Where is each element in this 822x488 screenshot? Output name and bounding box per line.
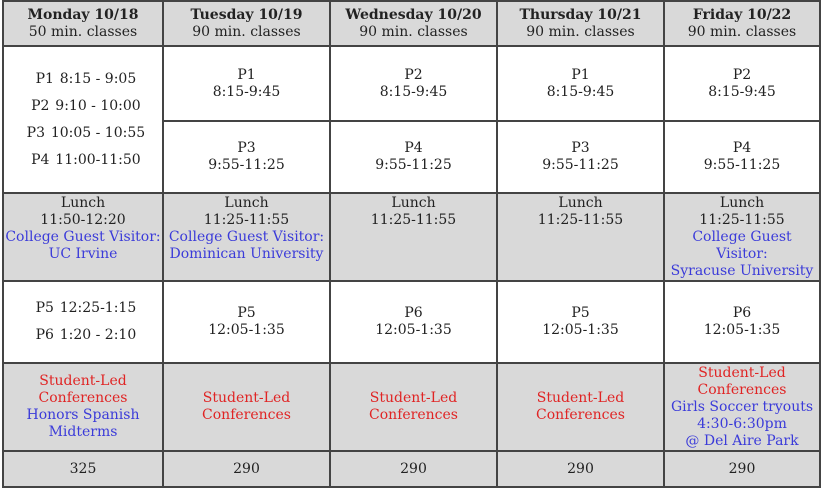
period-name: P1 [237, 66, 256, 83]
period-name: P5 [35, 300, 54, 316]
day-header-tuesday [163, 1, 330, 46]
day-header-wednesday [330, 1, 497, 46]
afternoon-tuesday [163, 281, 330, 363]
afternoon-wednesday [330, 281, 497, 363]
period-time: 12:25-1:15 [59, 300, 137, 316]
lunch-monday [3, 193, 163, 281]
lunch-label: Lunch [719, 195, 765, 211]
lunch-label: Lunch [60, 195, 106, 211]
period-row [4, 125, 162, 142]
guest-visitor-name: UC Irvine [48, 246, 118, 262]
period-time: 10:05 - 10:55 [50, 124, 146, 141]
guest-visitor: College Guest Visitor: [692, 229, 792, 262]
monday-morning-periods [3, 46, 163, 193]
period-time: 1:20 - 2:10 [59, 327, 137, 343]
period-time: 8:15-9:45 [212, 83, 281, 100]
period-name: P6 [732, 305, 752, 321]
period-time: 9:55-11:25 [208, 157, 285, 173]
guest-visitor-name: Syracuse University [670, 263, 814, 279]
lunch-label: Lunch [558, 195, 603, 211]
lunch-label: Lunch [391, 195, 436, 211]
block-tuesday-1 [163, 46, 330, 121]
lunch-time: 11:25-11:55 [537, 212, 624, 228]
total-tuesday: 290 [163, 451, 330, 487]
guest-visitor: College Guest Visitor: [5, 229, 161, 245]
period-time: 9:10 - 10:00 [55, 97, 141, 114]
guest-visitor: College Guest Visitor: [168, 229, 325, 245]
lunch-time: 11:25-11:55 [370, 212, 457, 228]
period-row [4, 327, 162, 344]
day-name: Friday 10/22 [692, 6, 792, 23]
class-length: 90 min. classes [359, 23, 468, 40]
event-line: Student-Led [536, 390, 625, 406]
total-monday: 325 [3, 451, 163, 487]
events-monday [3, 363, 163, 451]
lunch-label: Lunch [224, 195, 269, 211]
lunch-time: 11:25-11:55 [699, 212, 785, 228]
block-wednesday-1 [330, 46, 497, 121]
period-name: P4 [31, 151, 50, 168]
period-row [4, 98, 162, 115]
lunch-time: 11:25-11:55 [203, 212, 290, 228]
lunch-time: 11:50-12:20 [40, 212, 126, 228]
period-name: P5 [237, 305, 256, 321]
block-tuesday-2 [163, 121, 330, 193]
class-length: 50 min. classes [28, 23, 138, 40]
period-name: P6 [35, 327, 54, 343]
period-name: P6 [404, 305, 423, 321]
event-line: Midterms [48, 424, 118, 440]
period-time: 11:00-11:50 [55, 151, 141, 168]
event-line: 4:30-6:30pm [697, 415, 787, 432]
day-name: Monday 10/18 [27, 6, 139, 23]
block-thursday-2 [497, 121, 664, 193]
class-length: 90 min. classes [687, 23, 797, 40]
lunch-thursday [497, 193, 664, 281]
events-friday [664, 363, 820, 451]
lunch-tuesday [163, 193, 330, 281]
event-line: Honors Spanish [26, 407, 140, 423]
day-name: Thursday 10/21 [519, 6, 642, 23]
day-name: Tuesday 10/19 [190, 6, 303, 23]
event-line: Girls Soccer tryouts [670, 398, 814, 415]
event-line: @ Del Aire Park [685, 432, 799, 449]
period-name: P3 [571, 140, 590, 156]
period-name: P3 [237, 140, 256, 156]
day-header-friday [664, 1, 820, 46]
period-time: 8:15-9:45 [379, 83, 448, 100]
monday-afternoon-periods [3, 281, 163, 363]
period-row [4, 71, 162, 88]
total-friday: 290 [664, 451, 820, 487]
guest-visitor-name: Dominican University [169, 246, 324, 262]
period-name: P5 [571, 305, 590, 321]
block-friday-1 [664, 46, 820, 121]
period-time: 8:15-9:45 [708, 83, 776, 100]
event-line: Student-Led [698, 364, 786, 381]
event-line: Student-Led [369, 390, 458, 406]
period-row [4, 152, 162, 169]
event-line: Conferences [38, 390, 128, 406]
period-name: P2 [404, 66, 423, 83]
lunch-wednesday [330, 193, 497, 281]
day-name: Wednesday 10/20 [345, 6, 482, 23]
period-time: 8:15-9:45 [546, 83, 615, 100]
event-line: Conferences [697, 381, 787, 398]
period-name: P3 [26, 124, 45, 141]
event-line: Conferences [536, 407, 625, 423]
period-time: 8:15 - 9:05 [59, 70, 137, 87]
event-line: Conferences [202, 407, 291, 423]
period-name: P4 [732, 140, 752, 156]
period-name: P1 [35, 70, 54, 87]
block-friday-2 [664, 121, 820, 193]
period-name: P1 [571, 66, 590, 83]
day-header-thursday [497, 1, 664, 46]
period-name: P2 [732, 66, 752, 83]
total-wednesday: 290 [330, 451, 497, 487]
period-name: P2 [31, 97, 50, 114]
period-row [4, 300, 162, 317]
block-wednesday-2 [330, 121, 497, 193]
events-tuesday [163, 363, 330, 451]
event-line: Conferences [369, 407, 458, 423]
afternoon-thursday [497, 281, 664, 363]
day-header-monday [3, 1, 163, 46]
class-length: 90 min. classes [192, 23, 301, 40]
schedule-table [2, 0, 821, 488]
total-thursday: 290 [497, 451, 664, 487]
events-thursday [497, 363, 664, 451]
period-time: 9:55-11:25 [703, 157, 781, 173]
class-length: 90 min. classes [526, 23, 635, 40]
event-line: Student-Led [39, 373, 127, 389]
period-time: 12:05-1:35 [208, 322, 285, 338]
period-time: 12:05-1:35 [375, 322, 452, 338]
block-thursday-1 [497, 46, 664, 121]
afternoon-friday [664, 281, 820, 363]
period-time: 12:05-1:35 [542, 322, 619, 338]
event-line: Student-Led [202, 390, 291, 406]
period-time: 9:55-11:25 [542, 157, 619, 173]
period-name: P4 [404, 140, 423, 156]
events-wednesday [330, 363, 497, 451]
period-time: 12:05-1:35 [703, 322, 781, 338]
period-time: 9:55-11:25 [375, 157, 452, 173]
lunch-friday [664, 193, 820, 281]
